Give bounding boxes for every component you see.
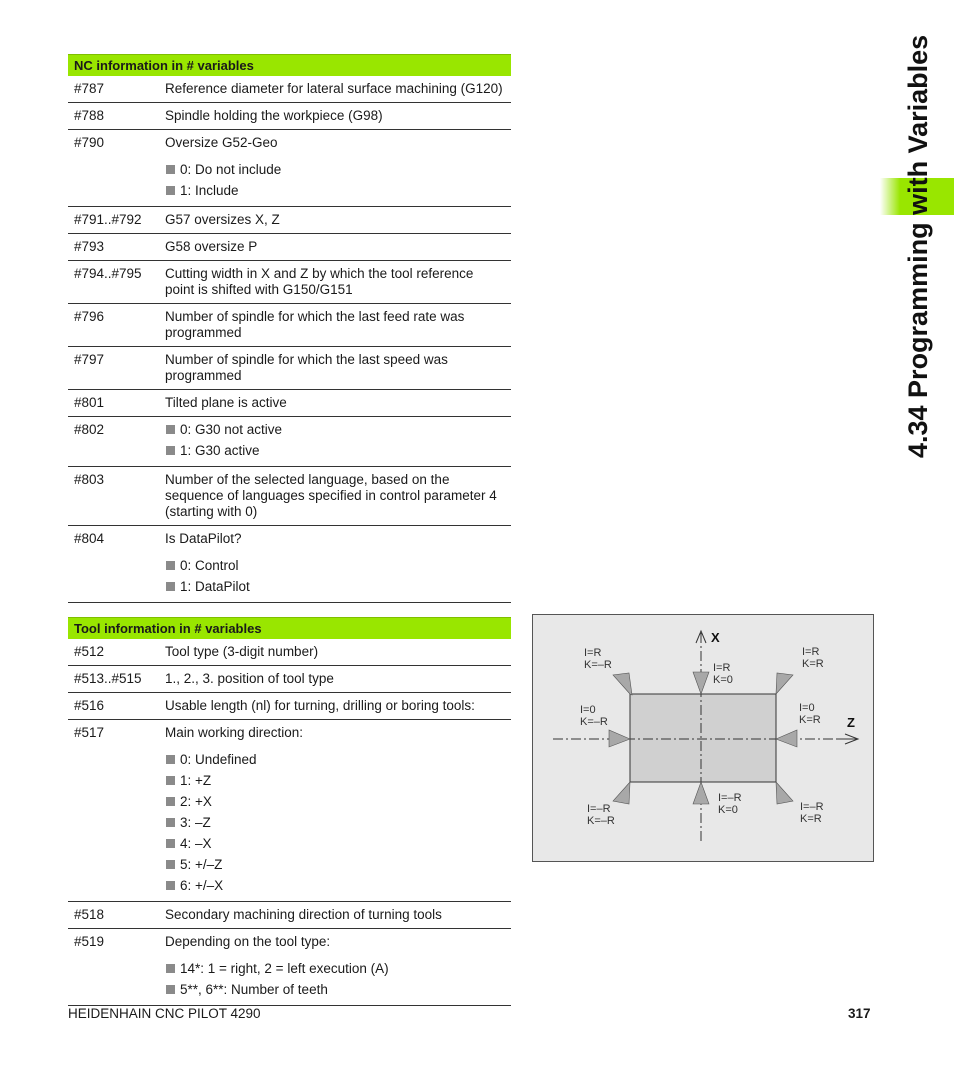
bullet-text: 5: +/–Z <box>180 856 223 872</box>
tool-tip-top-right <box>776 673 793 694</box>
variable-code: #518 <box>74 907 105 922</box>
bullet-text: 14*: 1 = right, 2 = left execution (A) <box>180 960 389 976</box>
label-br-i: I=–R <box>800 801 824 813</box>
description-text: Number of the selected language, based on the sequence of languages specified in control parameter 4 (starting with 0) <box>165 472 497 519</box>
variable-description <box>165 212 511 228</box>
square-bullet-icon <box>166 860 175 869</box>
square-bullet-icon <box>166 446 175 455</box>
bullet-item <box>165 812 505 833</box>
page-number: 317 <box>848 1006 871 1021</box>
description-text: 1., 2., 3. position of tool type <box>165 671 334 686</box>
bullet-list <box>165 958 505 1000</box>
variable-description <box>165 309 511 341</box>
variable-code: #803 <box>74 472 105 487</box>
table-row <box>68 720 511 902</box>
table-row <box>68 130 511 207</box>
variable-description <box>165 671 511 687</box>
bullet-text: 1: DataPilot <box>180 578 250 594</box>
square-bullet-icon <box>166 881 175 890</box>
description-text: Is DataPilot? <box>165 531 242 546</box>
description-text: G58 oversize P <box>165 239 258 254</box>
bullet-text: 6: +/–X <box>180 877 224 893</box>
bullet-item <box>165 791 505 812</box>
variable-description <box>165 135 511 201</box>
footer-product: HEIDENHAIN CNC PILOT 4290 <box>68 1006 261 1021</box>
label-bl-k: K=–R <box>587 815 615 827</box>
label-ml-i: I=0 <box>580 704 596 716</box>
description-text: Tilted plane is active <box>165 395 287 410</box>
table-row <box>68 261 511 304</box>
description-text: Number of spindle for which the last feed rate was programmed <box>165 309 465 340</box>
square-bullet-icon <box>166 561 175 570</box>
bullet-text: 5**, 6**: Number of teeth <box>180 981 328 997</box>
table-row <box>68 103 511 130</box>
label-tl-i: I=R <box>584 647 602 659</box>
tool-tip-top-left <box>613 673 632 695</box>
table-row <box>68 526 511 603</box>
description-text: Depending on the tool type: <box>165 934 331 949</box>
variable-description <box>165 266 511 298</box>
z-axis-label: Z <box>847 715 855 730</box>
description-text: Main working direction: <box>165 725 304 740</box>
label-mr-i: I=0 <box>799 702 815 714</box>
description-text: Oversize G52-Geo <box>165 135 278 150</box>
variable-code: #517 <box>74 725 105 740</box>
variable-description <box>165 907 511 923</box>
table-row <box>68 639 511 666</box>
label-ml-k: K=–R <box>580 716 608 728</box>
description-text: Number of spindle for which the last speed was programmed <box>165 352 448 383</box>
description-text: G57 oversizes X, Z <box>165 212 280 227</box>
variable-code: #787 <box>74 81 105 96</box>
square-bullet-icon <box>166 964 175 973</box>
table-row <box>68 467 511 526</box>
table-row <box>68 234 511 261</box>
variable-description <box>165 531 511 597</box>
description-text: Spindle holding the workpiece (G98) <box>165 108 383 123</box>
variable-code: #802 <box>74 422 105 437</box>
bullet-text: 4: –X <box>180 835 212 851</box>
bullet-text: 1: Include <box>180 182 239 198</box>
bullet-list <box>165 749 505 896</box>
variable-description <box>165 422 511 461</box>
description-text: Reference diameter for lateral surface machining (G120) <box>165 81 503 96</box>
bullet-item <box>165 555 505 576</box>
label-tl-k: K=–R <box>584 659 612 671</box>
variable-description <box>165 472 511 520</box>
variable-code: #513..#515 <box>74 671 142 686</box>
variable-code: #794..#795 <box>74 266 142 281</box>
square-bullet-icon <box>166 755 175 764</box>
bullet-item <box>165 979 505 1000</box>
label-tc-k: K=0 <box>713 674 733 686</box>
tool-table-header: Tool information in # variables <box>68 617 511 639</box>
chapter-title-text: 4.34 Programming with Variables <box>903 34 933 458</box>
bullet-item <box>165 159 505 180</box>
table-row <box>68 304 511 347</box>
description-text: Cutting width in X and Z by which the tool reference point is shifted with G150/G151 <box>165 266 474 297</box>
variable-code: #512 <box>74 644 105 659</box>
bullet-item <box>165 749 505 770</box>
square-bullet-icon <box>166 985 175 994</box>
nc-table-header: NC information in # variables <box>68 54 511 76</box>
variable-description <box>165 81 511 97</box>
square-bullet-icon <box>166 839 175 848</box>
bullet-text: 0: Do not include <box>180 161 282 177</box>
bullet-text: 0: Control <box>180 557 239 573</box>
bullet-item <box>165 958 505 979</box>
bullet-item <box>165 440 505 461</box>
arc-parameter-diagram <box>532 614 874 862</box>
variable-code: #519 <box>74 934 105 949</box>
square-bullet-icon <box>166 186 175 195</box>
table-row <box>68 929 511 1006</box>
label-bl-i: I=–R <box>587 803 611 815</box>
table-row <box>68 347 511 390</box>
bullet-text: 3: –Z <box>180 814 211 830</box>
bullet-list <box>165 159 505 201</box>
variable-description <box>165 108 511 124</box>
variable-description <box>165 644 511 660</box>
description-text: Secondary machining direction of turning tools <box>165 907 442 922</box>
table-row <box>68 693 511 720</box>
description-text: Usable length (nl) for turning, drilling or boring tools: <box>165 698 475 713</box>
tool-tip-top-center <box>693 672 709 694</box>
variable-code: #804 <box>74 531 105 546</box>
variable-code: #796 <box>74 309 105 324</box>
variable-description <box>165 395 511 411</box>
bullet-text: 1: G30 active <box>180 442 260 458</box>
variable-description <box>165 698 511 714</box>
table-row <box>68 76 511 103</box>
chapter-title-vertical <box>903 34 933 470</box>
tool-tip-bottom-right <box>776 782 793 804</box>
table-row <box>68 666 511 693</box>
bullet-text: 0: Undefined <box>180 751 257 767</box>
bullet-item <box>165 854 505 875</box>
label-tr-i: I=R <box>802 646 820 658</box>
table-row <box>68 417 511 467</box>
variable-code: #788 <box>74 108 105 123</box>
bullet-item <box>165 419 505 440</box>
variable-code: #790 <box>74 135 105 150</box>
bullet-item <box>165 833 505 854</box>
workpiece-rect <box>630 694 776 782</box>
bullet-list <box>165 419 505 461</box>
square-bullet-icon <box>166 582 175 591</box>
square-bullet-icon <box>166 776 175 785</box>
variable-description <box>165 352 511 384</box>
variable-description <box>165 725 511 896</box>
bullet-text: 2: +X <box>180 793 212 809</box>
square-bullet-icon <box>166 818 175 827</box>
tool-tip-bottom-left <box>613 782 630 804</box>
square-bullet-icon <box>166 797 175 806</box>
nc-info-table <box>68 54 511 603</box>
square-bullet-icon <box>166 425 175 434</box>
tool-tip-middle-right <box>776 730 797 747</box>
tool-tip-middle-left <box>609 730 630 747</box>
bullet-item <box>165 770 505 791</box>
variable-code: #797 <box>74 352 105 367</box>
variable-code: #516 <box>74 698 105 713</box>
label-bc-i: I=–R <box>718 792 742 804</box>
bullet-list <box>165 555 505 597</box>
x-axis-label: X <box>711 630 720 645</box>
variable-description <box>165 934 511 1000</box>
variable-code: #801 <box>74 395 105 410</box>
label-tr-k: K=R <box>802 658 824 670</box>
variable-description <box>165 239 511 255</box>
table-row <box>68 902 511 929</box>
label-br-k: K=R <box>800 813 822 825</box>
label-bc-k: K=0 <box>718 804 738 816</box>
bullet-item <box>165 180 505 201</box>
bullet-item <box>165 576 505 597</box>
diagram-svg <box>533 615 873 861</box>
bullet-item <box>165 875 505 896</box>
square-bullet-icon <box>166 165 175 174</box>
table-row <box>68 390 511 417</box>
tool-info-table <box>68 617 511 1006</box>
table-row <box>68 207 511 234</box>
variable-code: #793 <box>74 239 105 254</box>
chapter-tab-fade <box>880 178 900 215</box>
variable-code: #791..#792 <box>74 212 142 227</box>
label-tc-i: I=R <box>713 662 731 674</box>
description-text: Tool type (3-digit number) <box>165 644 319 659</box>
bullet-text: 0: G30 not active <box>180 421 283 437</box>
bullet-text: 1: +Z <box>180 772 212 788</box>
tool-tip-bottom-center <box>693 782 709 804</box>
label-mr-k: K=R <box>799 714 821 726</box>
